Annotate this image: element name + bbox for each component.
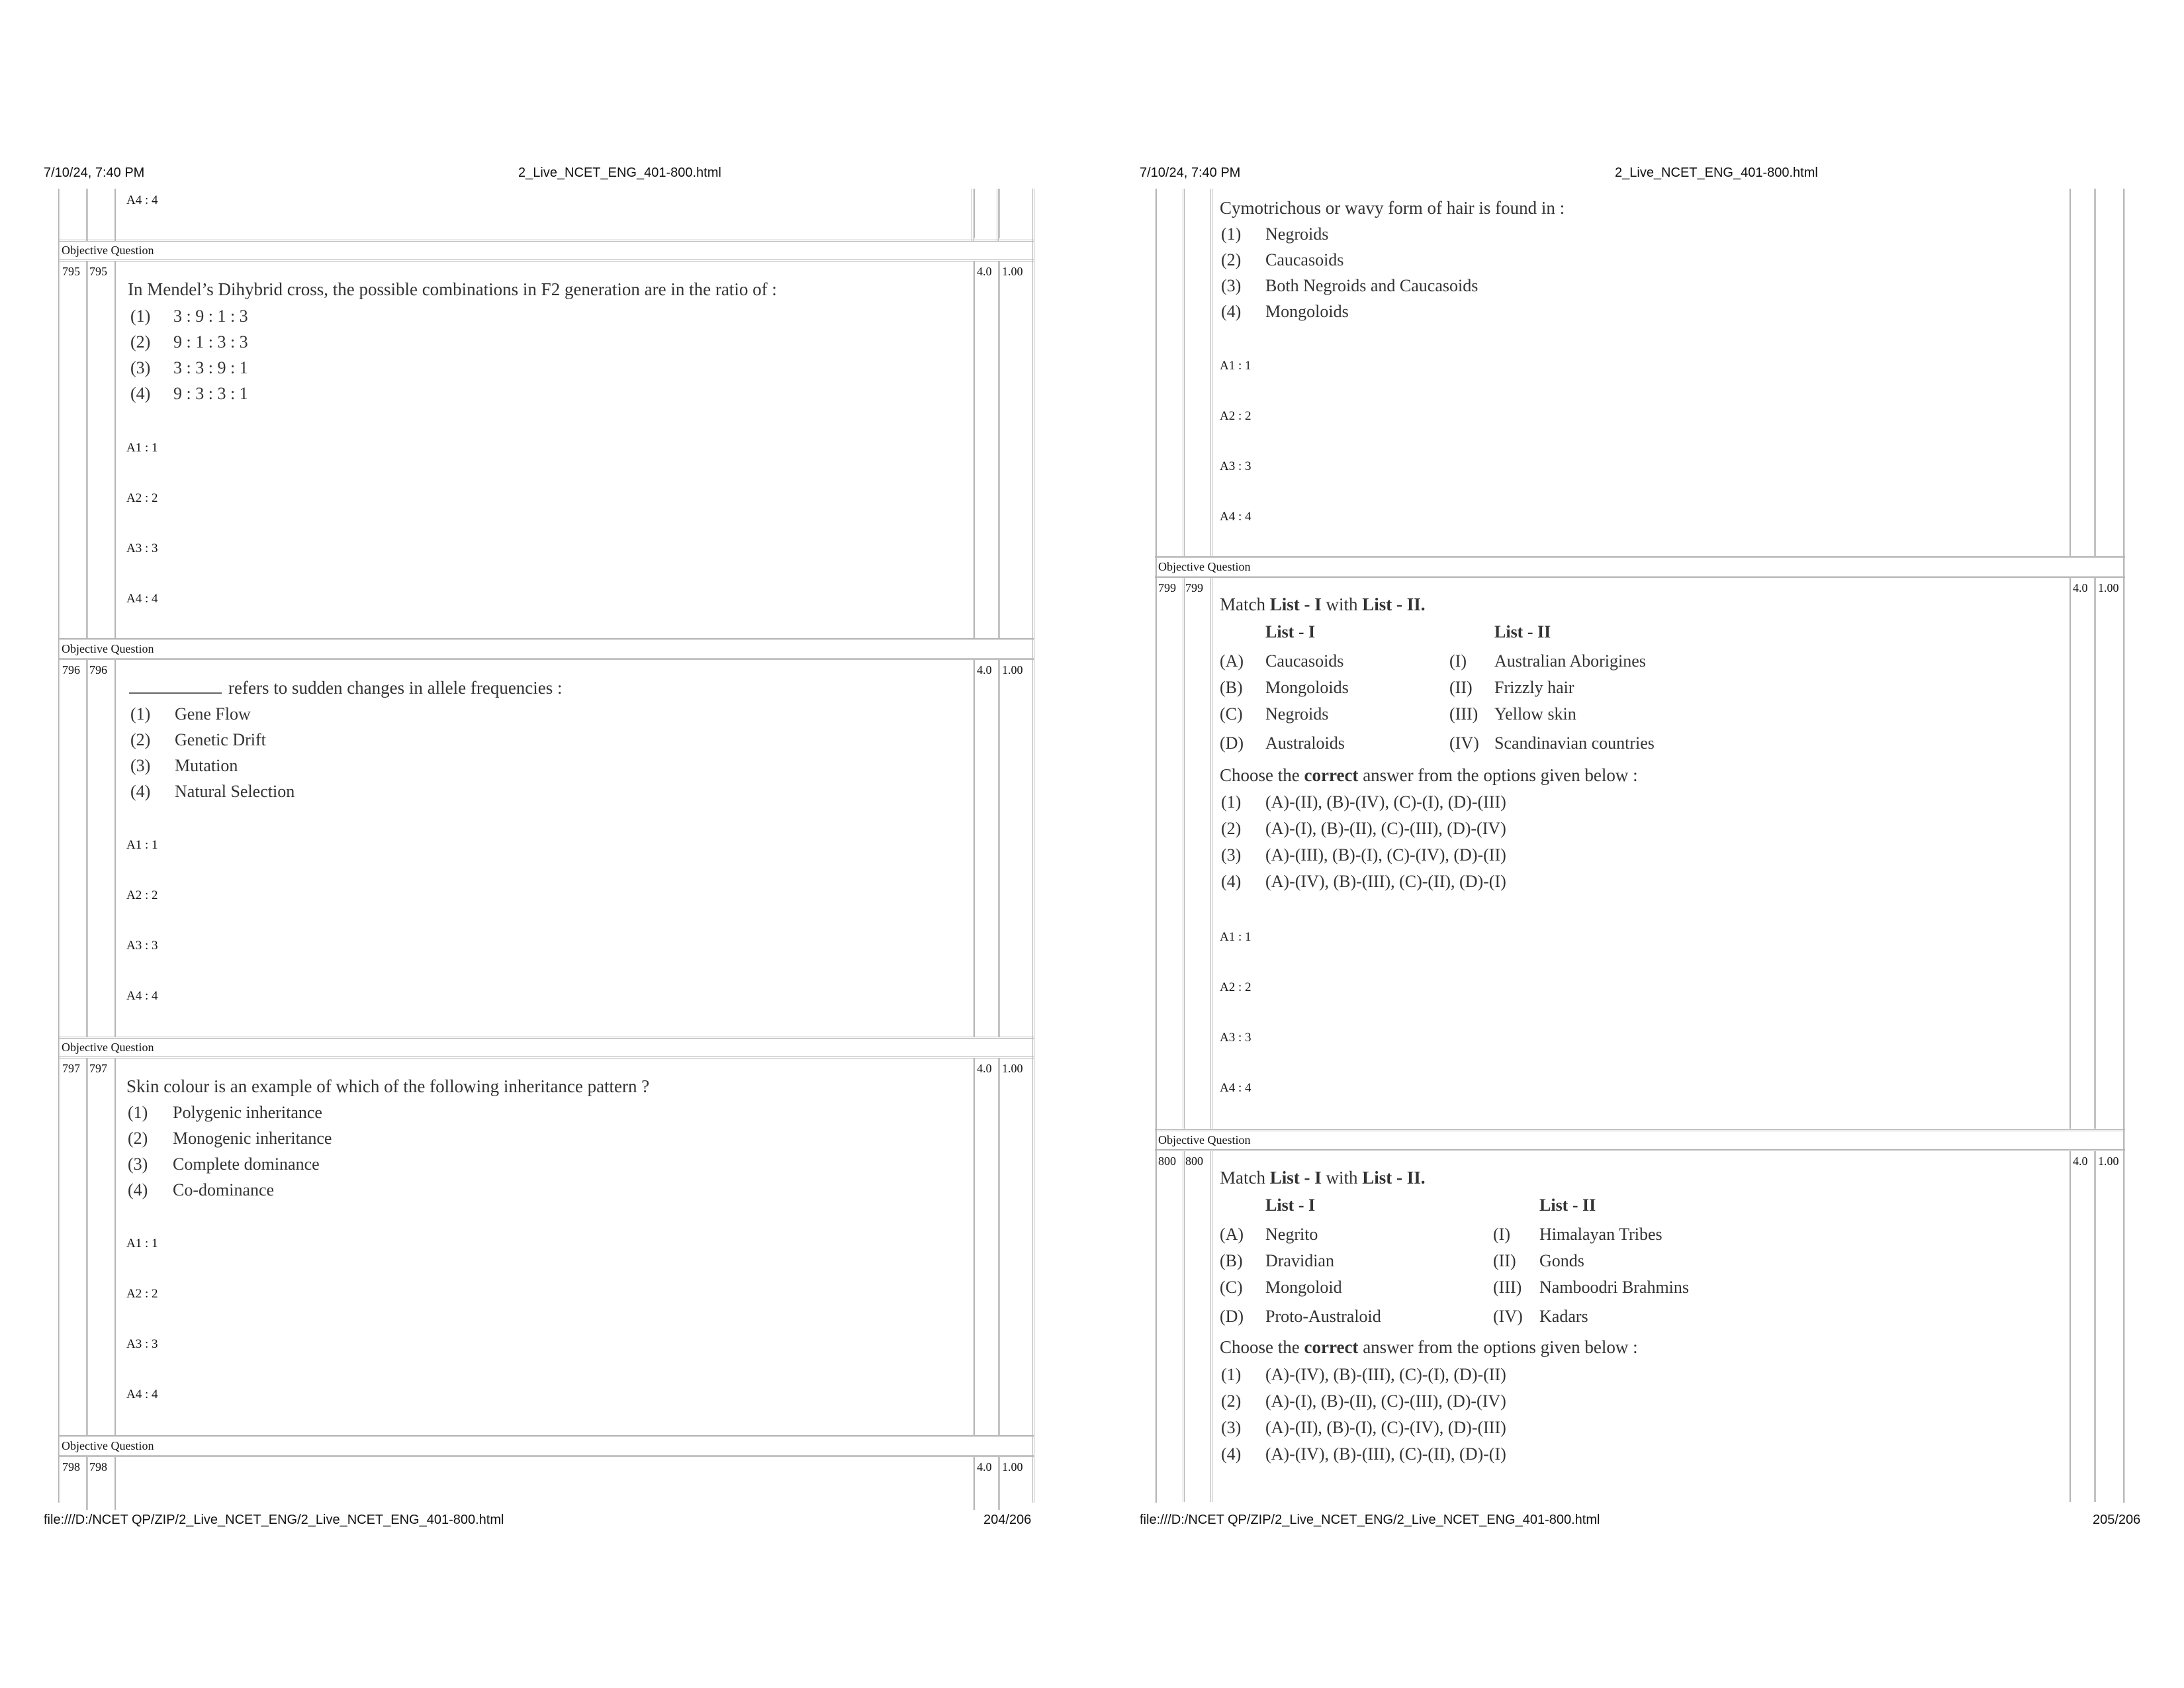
- option-text: Genetic Drift: [175, 730, 266, 749]
- row-letter: (A): [1220, 651, 1244, 671]
- header-datetime: 7/10/24, 7:40 PM: [44, 165, 145, 180]
- question-id: 795: [89, 265, 107, 278]
- option-number: (3): [1221, 276, 1242, 295]
- answer-label: A4 : 4: [1220, 510, 1251, 524]
- instruction-text: [1220, 765, 1638, 786]
- list-1-item: Negroids: [1265, 704, 1329, 724]
- row-numeral: (I): [1493, 1225, 1510, 1244]
- option-text: Caucasoids: [1265, 250, 1344, 269]
- objective-question-label: Objective Question: [1158, 560, 1251, 573]
- negative-marks: 1.00: [1002, 1460, 1023, 1474]
- question-text: [129, 678, 563, 698]
- row-letter: (B): [1220, 1251, 1243, 1270]
- option-number: (2): [1221, 819, 1242, 838]
- serial-number: 795: [62, 265, 80, 278]
- answer-label: A2 : 2: [1220, 409, 1251, 423]
- instruction-bold: correct: [1304, 1337, 1359, 1357]
- negative-marks: 1.00: [2098, 581, 2119, 594]
- option-text: Negroids: [1265, 224, 1329, 244]
- option-number: (3): [1221, 845, 1242, 865]
- row-numeral: (IV): [1493, 1307, 1523, 1326]
- list-2-item: Namboodri Brahmins: [1539, 1278, 1690, 1297]
- option-number: (4): [128, 1180, 148, 1199]
- option-text: Mongoloids: [1265, 302, 1349, 321]
- option-number: (2): [130, 332, 151, 352]
- serial-number: 798: [62, 1460, 80, 1474]
- list-2-item: Yellow skin: [1494, 704, 1576, 724]
- option-number: (2): [1221, 1391, 1242, 1411]
- option-number: (1): [1221, 224, 1242, 244]
- question-id: 797: [89, 1062, 107, 1075]
- list-2-item: Australian Aborigines: [1494, 651, 1646, 671]
- row-letter: (C): [1220, 1278, 1243, 1297]
- option-number: (3): [128, 1154, 148, 1174]
- option-number: (1): [1221, 1365, 1242, 1384]
- option-text: (A)-(I), (B)-(II), (C)-(III), (D)-(IV): [1265, 819, 1506, 838]
- question-text: Skin colour is an example of which of the following inheritance pattern ?: [126, 1076, 650, 1096]
- list-2-item: Frizzly hair: [1494, 678, 1574, 697]
- marks: 4.0: [977, 1460, 992, 1474]
- instruction-part: Choose the: [1220, 765, 1304, 785]
- footer-page-number: 204/206: [983, 1513, 1032, 1527]
- list-1-item: Mongoloid: [1265, 1278, 1342, 1297]
- marks: 4.0: [977, 265, 992, 278]
- option-text: 3 : 9 : 1 : 3: [173, 306, 248, 326]
- list-1-item: Mongoloids: [1265, 678, 1349, 697]
- row-numeral: (IV): [1449, 733, 1479, 753]
- intro-bold: List - I: [1269, 594, 1322, 614]
- row-letter: (C): [1220, 704, 1243, 724]
- question-text: [1220, 594, 1426, 615]
- answer-label: A2 : 2: [1220, 980, 1251, 994]
- question-text: [1220, 1168, 1426, 1188]
- list-1-heading: List - I: [1265, 622, 1316, 641]
- objective-question-label: Objective Question: [62, 1041, 154, 1054]
- option-text: Natural Selection: [175, 782, 295, 801]
- header-datetime: 7/10/24, 7:40 PM: [1140, 165, 1241, 180]
- option-text: Mutation: [175, 756, 238, 775]
- option-number: (3): [130, 358, 151, 377]
- row-numeral: (II): [1449, 678, 1473, 697]
- objective-question-label: Objective Question: [1158, 1133, 1251, 1147]
- option-text: (A)-(IV), (B)-(III), (C)-(II), (D)-(I): [1265, 1444, 1506, 1464]
- list-1-item: Negrito: [1265, 1225, 1318, 1244]
- answer-label: A2 : 2: [126, 1287, 158, 1301]
- marks: 4.0: [2073, 1154, 2088, 1168]
- answer-label: A4 : 4: [1220, 1081, 1251, 1095]
- option-number: (2): [128, 1129, 148, 1148]
- option-number: (2): [130, 730, 151, 749]
- answer-label: A3 : 3: [1220, 1031, 1251, 1045]
- list-1-item: Australoids: [1265, 733, 1345, 753]
- instruction-bold: correct: [1304, 765, 1359, 785]
- answer-label: A4 : 4: [126, 193, 158, 207]
- answer-label: A2 : 2: [126, 888, 158, 902]
- intro-text: with: [1321, 594, 1363, 614]
- row-letter: (D): [1220, 733, 1244, 753]
- answer-label: A3 : 3: [126, 939, 158, 953]
- list-1-heading: List - I: [1265, 1196, 1316, 1215]
- option-number: (1): [128, 1103, 148, 1122]
- answer-label: A1 : 1: [126, 838, 158, 852]
- row-numeral: (II): [1493, 1251, 1516, 1270]
- intro-text: Match: [1220, 1168, 1270, 1188]
- option-number: (2): [1221, 250, 1242, 269]
- row-numeral: (I): [1449, 651, 1467, 671]
- option-number: (4): [1221, 302, 1242, 321]
- negative-marks: 1.00: [1002, 1062, 1023, 1075]
- question-id: 799: [1185, 581, 1203, 594]
- footer-page-number: 205/206: [2093, 1513, 2141, 1527]
- option-number: (4): [1221, 1444, 1242, 1464]
- row-numeral: (III): [1449, 704, 1479, 724]
- list-2-heading: List - II: [1494, 622, 1551, 641]
- option-number: (3): [130, 756, 151, 775]
- objective-question-label: Objective Question: [62, 244, 154, 257]
- serial-number: 799: [1158, 581, 1176, 594]
- option-text: 3 : 3 : 9 : 1: [173, 358, 248, 377]
- question-text: Cymotrichous or wavy form of hair is found in :: [1220, 198, 1565, 218]
- negative-marks: 1.00: [2098, 1154, 2119, 1168]
- intro-text: Match: [1220, 594, 1270, 614]
- list-2-item: Scandinavian countries: [1494, 733, 1655, 753]
- option-text: Complete dominance: [173, 1154, 320, 1174]
- instruction-part: Choose the: [1220, 1337, 1304, 1357]
- instruction-text: [1220, 1337, 1638, 1358]
- question-text-content: refers to sudden changes in allele frequencies :: [228, 678, 563, 698]
- negative-marks: 1.00: [1002, 265, 1023, 278]
- list-2-item: Kadars: [1539, 1307, 1588, 1326]
- list-1-item: Proto-Australoid: [1265, 1307, 1381, 1326]
- option-text: (A)-(IV), (B)-(III), (C)-(I), (D)-(II): [1265, 1365, 1506, 1384]
- fill-in-blank: [129, 692, 222, 694]
- question-id: 796: [89, 663, 107, 677]
- serial-number: 800: [1158, 1154, 1176, 1168]
- negative-marks: 1.00: [1002, 663, 1023, 677]
- intro-bold: List - II.: [1362, 594, 1426, 614]
- option-text: (A)-(III), (B)-(I), (C)-(IV), (D)-(II): [1265, 845, 1506, 865]
- objective-question-label: Objective Question: [62, 1439, 154, 1452]
- option-text: Both Negroids and Caucasoids: [1265, 276, 1479, 295]
- serial-number: 796: [62, 663, 80, 677]
- question-text: In Mendel’s Dihybrid cross, the possible combinations in F2 generation are in the ratio of :: [128, 279, 777, 299]
- option-text: Gene Flow: [175, 704, 251, 724]
- option-text: 9 : 3 : 3 : 1: [173, 384, 248, 403]
- objective-question-label: Objective Question: [62, 642, 154, 655]
- answer-label: A3 : 3: [126, 541, 158, 555]
- intro-bold: List - I: [1269, 1168, 1322, 1188]
- header-title: 2_Live_NCET_ENG_401-800.html: [518, 165, 721, 180]
- instruction-part: answer from the options given below :: [1358, 765, 1638, 785]
- row-numeral: (III): [1493, 1278, 1522, 1297]
- serial-number: 797: [62, 1062, 80, 1075]
- option-number: (1): [130, 704, 151, 724]
- option-text: 9 : 1 : 3 : 3: [173, 332, 248, 352]
- answer-label: A3 : 3: [1220, 459, 1251, 473]
- instruction-part: answer from the options given below :: [1358, 1337, 1638, 1357]
- marks: 4.0: [2073, 581, 2088, 594]
- marks: 4.0: [977, 1062, 992, 1075]
- marks: 4.0: [977, 663, 992, 677]
- answer-label: A3 : 3: [126, 1337, 158, 1351]
- row-letter: (A): [1220, 1225, 1244, 1244]
- option-number: (4): [130, 782, 151, 801]
- option-text: Monogenic inheritance: [173, 1129, 332, 1148]
- option-text: (A)-(I), (B)-(II), (C)-(III), (D)-(IV): [1265, 1391, 1506, 1411]
- option-number: (1): [130, 306, 151, 326]
- list-1-item: Caucasoids: [1265, 651, 1344, 671]
- option-text: Polygenic inheritance: [173, 1103, 322, 1122]
- row-letter: (D): [1220, 1307, 1244, 1326]
- answer-label: A4 : 4: [126, 1387, 158, 1401]
- header-title: 2_Live_NCET_ENG_401-800.html: [1615, 165, 1818, 180]
- list-2-item: Himalayan Tribes: [1539, 1225, 1662, 1244]
- question-id: 798: [89, 1460, 107, 1474]
- answer-label: A1 : 1: [126, 1237, 158, 1250]
- question-id: 800: [1185, 1154, 1203, 1168]
- row-letter: (B): [1220, 678, 1243, 697]
- answer-label: A1 : 1: [1220, 930, 1251, 944]
- option-number: (3): [1221, 1418, 1242, 1437]
- footer-path[interactable]: file:///D:/NCET QP/ZIP/2_Live_NCET_ENG/2_Live_NCET_ENG_401-800.html: [1140, 1513, 1600, 1527]
- list-2-item: Gonds: [1539, 1251, 1584, 1270]
- answer-label: A4 : 4: [126, 989, 158, 1003]
- footer-path[interactable]: file:///D:/NCET QP/ZIP/2_Live_NCET_ENG/2_Live_NCET_ENG_401-800.html: [44, 1513, 504, 1527]
- answer-label: A4 : 4: [126, 592, 158, 606]
- answer-label: A2 : 2: [126, 491, 158, 505]
- intro-text: with: [1321, 1168, 1363, 1188]
- list-1-item: Dravidian: [1265, 1251, 1334, 1270]
- option-number: (1): [1221, 792, 1242, 812]
- answer-label: A1 : 1: [126, 441, 158, 455]
- option-text: (A)-(IV), (B)-(III), (C)-(II), (D)-(I): [1265, 872, 1506, 891]
- list-2-heading: List - II: [1539, 1196, 1596, 1215]
- option-text: Co-dominance: [173, 1180, 275, 1199]
- option-text: (A)-(II), (B)-(IV), (C)-(I), (D)-(III): [1265, 792, 1506, 812]
- intro-bold: List - II.: [1362, 1168, 1426, 1188]
- option-text: (A)-(II), (B)-(I), (C)-(IV), (D)-(III): [1265, 1418, 1506, 1437]
- option-number: (4): [1221, 872, 1242, 891]
- answer-label: A1 : 1: [1220, 359, 1251, 373]
- option-number: (4): [130, 384, 151, 403]
